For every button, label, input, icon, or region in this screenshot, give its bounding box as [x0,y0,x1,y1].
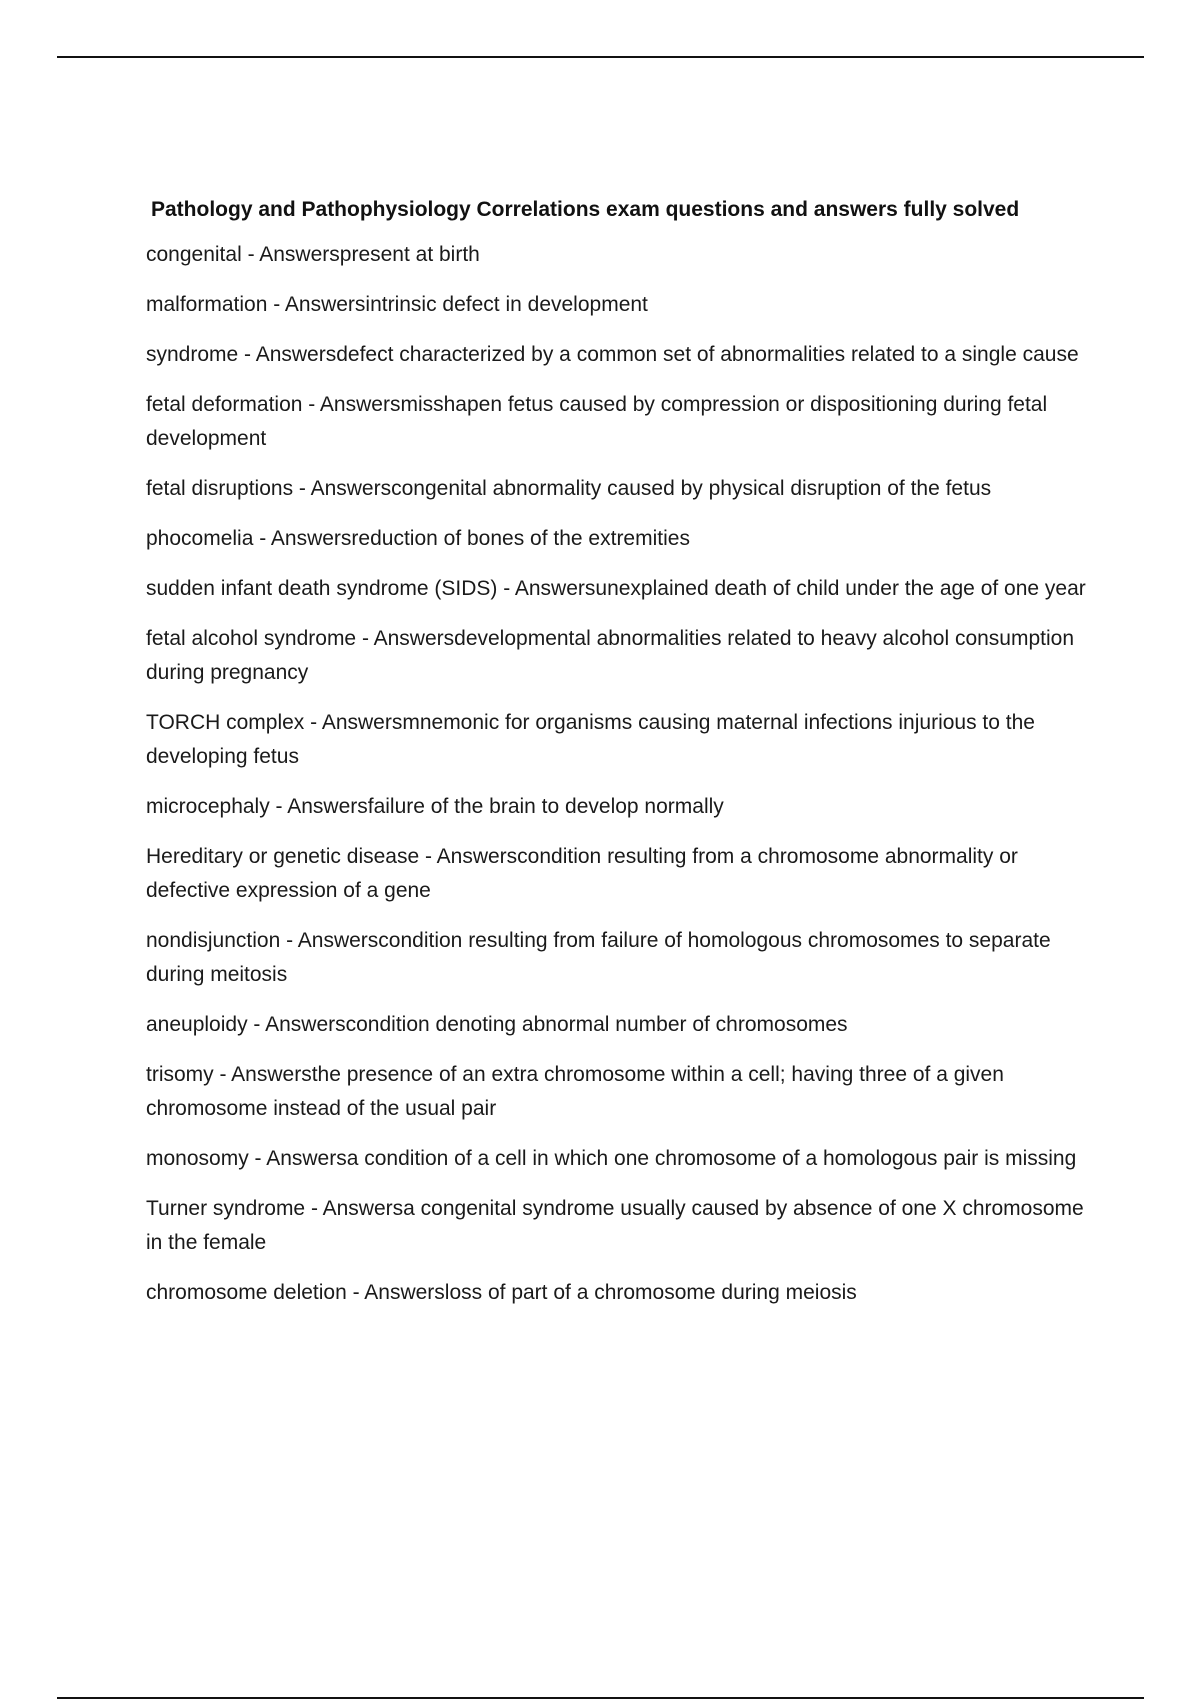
list-item: syndrome - Answersdefect characterized by a common set of abnormalities related to a single cause [146,343,1079,366]
list-item: sudden infant death syndrome (SIDS) - Answersunexplained death of child under the age of one year [146,577,1086,600]
list-item: nondisjunction - Answerscondition resulting from failure of homologous chromosomes to separate during meitosis [146,929,1051,986]
list-item: fetal deformation - Answersmisshapen fetus caused by compression or dispositioning during fetal development [146,393,1048,450]
list-item: fetal disruptions - Answerscongenital abnormality caused by physical disruption of the fetus [146,477,992,500]
header-rule [57,56,1144,58]
document-title: Pathology and Pathophysiology Correlations exam questions and answers fully solved [151,198,1020,221]
list-item: Turner syndrome - Answersa congenital syndrome usually caused by absence of one X chromosome in the female [146,1197,1084,1254]
document-body [146,196,1086,1326]
list-item: fetal alcohol syndrome - Answersdevelopmental abnormalities related to heavy alcohol consumption during pregnancy [146,627,1075,684]
list-item: monosomy - Answersa condition of a cell in which one chromosome of a homologous pair is missing [146,1147,1077,1170]
list-item: congenital - Answerspresent at birth [146,243,480,266]
list-item: Hereditary or genetic disease - Answerscondition resulting from a chromosome abnormality or defective expression of a gene [146,845,1018,902]
list-item: aneuploidy - Answerscondition denoting abnormal number of chromosomes [146,1013,848,1036]
list-item: trisomy - Answersthe presence of an extra chromosome within a cell; having three of a given chromosome instead of the usual pair [146,1063,1004,1120]
list-item: phocomelia - Answersreduction of bones of the extremities [146,527,690,550]
list-item: malformation - Answersintrinsic defect in development [146,293,648,316]
list-item: microcephaly - Answersfailure of the brain to develop normally [146,795,724,818]
entry-list [146,238,1086,1310]
list-item: chromosome deletion - Answersloss of part of a chromosome during meiosis [146,1281,857,1304]
footer-rule [57,1697,1144,1699]
list-item: TORCH complex - Answersmnemonic for organisms causing maternal infections injurious to the developing fetus [146,711,1035,768]
